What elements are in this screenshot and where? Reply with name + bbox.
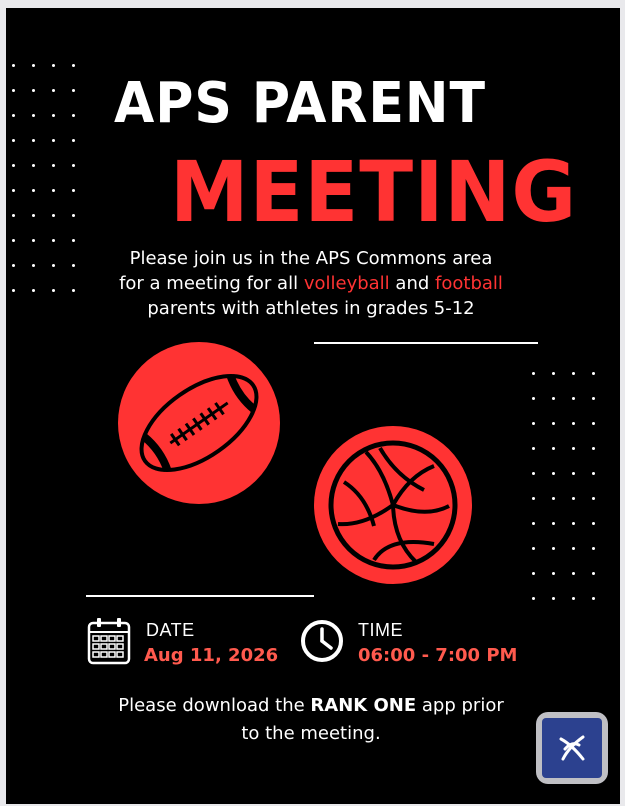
dot bbox=[552, 422, 555, 425]
time-value: 06:00 - 7:00 PM bbox=[358, 645, 518, 666]
app-widget-button[interactable] bbox=[536, 712, 608, 784]
dot bbox=[592, 497, 595, 500]
dot bbox=[72, 89, 75, 92]
dot bbox=[32, 139, 35, 142]
dot bbox=[52, 89, 55, 92]
dot bbox=[72, 164, 75, 167]
dot bbox=[552, 522, 555, 525]
clock-icon bbox=[299, 618, 345, 664]
dot bbox=[12, 164, 15, 167]
volleyball-icon bbox=[314, 426, 472, 584]
dot bbox=[12, 214, 15, 217]
dot bbox=[532, 597, 535, 600]
dot bbox=[572, 547, 575, 550]
dot bbox=[52, 114, 55, 117]
dot bbox=[592, 447, 595, 450]
dot bbox=[572, 522, 575, 525]
dot bbox=[32, 189, 35, 192]
dot bbox=[52, 139, 55, 142]
intro-line-1: Please join us in the APS Commons area bbox=[129, 248, 493, 269]
dot bbox=[12, 264, 15, 267]
dot bbox=[552, 547, 555, 550]
dot bbox=[572, 597, 575, 600]
title-line-2: MEETING bbox=[170, 143, 578, 241]
dot bbox=[12, 139, 15, 142]
footer-line-2: to the meeting. bbox=[241, 723, 381, 744]
footer-text bbox=[86, 692, 536, 748]
dot bbox=[592, 547, 595, 550]
sport-volleyball: volleyball bbox=[303, 273, 390, 294]
dot bbox=[552, 497, 555, 500]
dot bbox=[552, 572, 555, 575]
dot bbox=[72, 114, 75, 117]
dot bbox=[52, 164, 55, 167]
dot bbox=[552, 372, 555, 375]
dot bbox=[72, 189, 75, 192]
dot bbox=[32, 89, 35, 92]
dot bbox=[592, 522, 595, 525]
dot bbox=[32, 164, 35, 167]
dot bbox=[72, 139, 75, 142]
dot bbox=[32, 214, 35, 217]
dot bbox=[532, 372, 535, 375]
intro-line-3: parents with athletes in grades 5-12 bbox=[147, 298, 475, 319]
dot bbox=[532, 497, 535, 500]
dot bbox=[32, 264, 35, 267]
dot bbox=[572, 372, 575, 375]
volleyball-badge bbox=[314, 426, 472, 584]
dot bbox=[52, 289, 55, 292]
intro-text bbox=[86, 246, 536, 321]
dot bbox=[72, 264, 75, 267]
dot bbox=[12, 89, 15, 92]
dot bbox=[52, 214, 55, 217]
dot bbox=[552, 597, 555, 600]
dot bbox=[552, 472, 555, 475]
intro-line-2 bbox=[86, 271, 536, 296]
footer-line-1 bbox=[86, 692, 536, 720]
dot bbox=[532, 522, 535, 525]
dot bbox=[32, 64, 35, 67]
dot bbox=[52, 189, 55, 192]
sport-football: football bbox=[435, 273, 503, 294]
dot bbox=[592, 597, 595, 600]
date-value: Aug 11, 2026 bbox=[144, 645, 279, 666]
calendar-icon bbox=[86, 616, 132, 666]
intro-line-2-pre: for a meeting for all bbox=[119, 273, 299, 294]
dot bbox=[572, 397, 575, 400]
dot bbox=[72, 214, 75, 217]
dot bbox=[12, 239, 15, 242]
dot bbox=[72, 64, 75, 67]
dot bbox=[52, 239, 55, 242]
divider-top bbox=[314, 342, 538, 344]
dot bbox=[12, 289, 15, 292]
flyer bbox=[6, 8, 620, 804]
divider-bottom bbox=[86, 595, 314, 597]
dot bbox=[52, 64, 55, 67]
footer-pre: Please download the bbox=[118, 695, 305, 716]
dot bbox=[532, 397, 535, 400]
dot bbox=[592, 397, 595, 400]
dot bbox=[32, 114, 35, 117]
football-icon bbox=[118, 342, 280, 504]
dot bbox=[72, 239, 75, 242]
dot bbox=[52, 264, 55, 267]
dot bbox=[592, 472, 595, 475]
footer-post: app prior bbox=[421, 695, 504, 716]
dot bbox=[532, 447, 535, 450]
dot bbox=[12, 114, 15, 117]
dot bbox=[552, 447, 555, 450]
date-label: DATE bbox=[146, 620, 195, 640]
dot bbox=[572, 497, 575, 500]
dot bbox=[572, 572, 575, 575]
dot bbox=[592, 372, 595, 375]
football-badge bbox=[118, 342, 280, 504]
dot bbox=[532, 472, 535, 475]
dot bbox=[572, 422, 575, 425]
dot bbox=[532, 572, 535, 575]
dot bbox=[72, 289, 75, 292]
dot bbox=[12, 189, 15, 192]
dot bbox=[552, 397, 555, 400]
dot bbox=[32, 239, 35, 242]
dot bbox=[572, 472, 575, 475]
app-widget-icon bbox=[555, 731, 589, 765]
app-widget-inner bbox=[542, 718, 602, 778]
footer-app-name: RANK ONE bbox=[310, 695, 417, 716]
dot bbox=[572, 447, 575, 450]
dot bbox=[592, 572, 595, 575]
intro-line-2-mid: and bbox=[395, 273, 430, 294]
dot bbox=[32, 289, 35, 292]
title-line-1: APS PARENT bbox=[114, 71, 486, 136]
dot bbox=[592, 422, 595, 425]
dot bbox=[532, 422, 535, 425]
dot bbox=[12, 64, 15, 67]
dot bbox=[532, 547, 535, 550]
time-label: TIME bbox=[358, 620, 403, 640]
